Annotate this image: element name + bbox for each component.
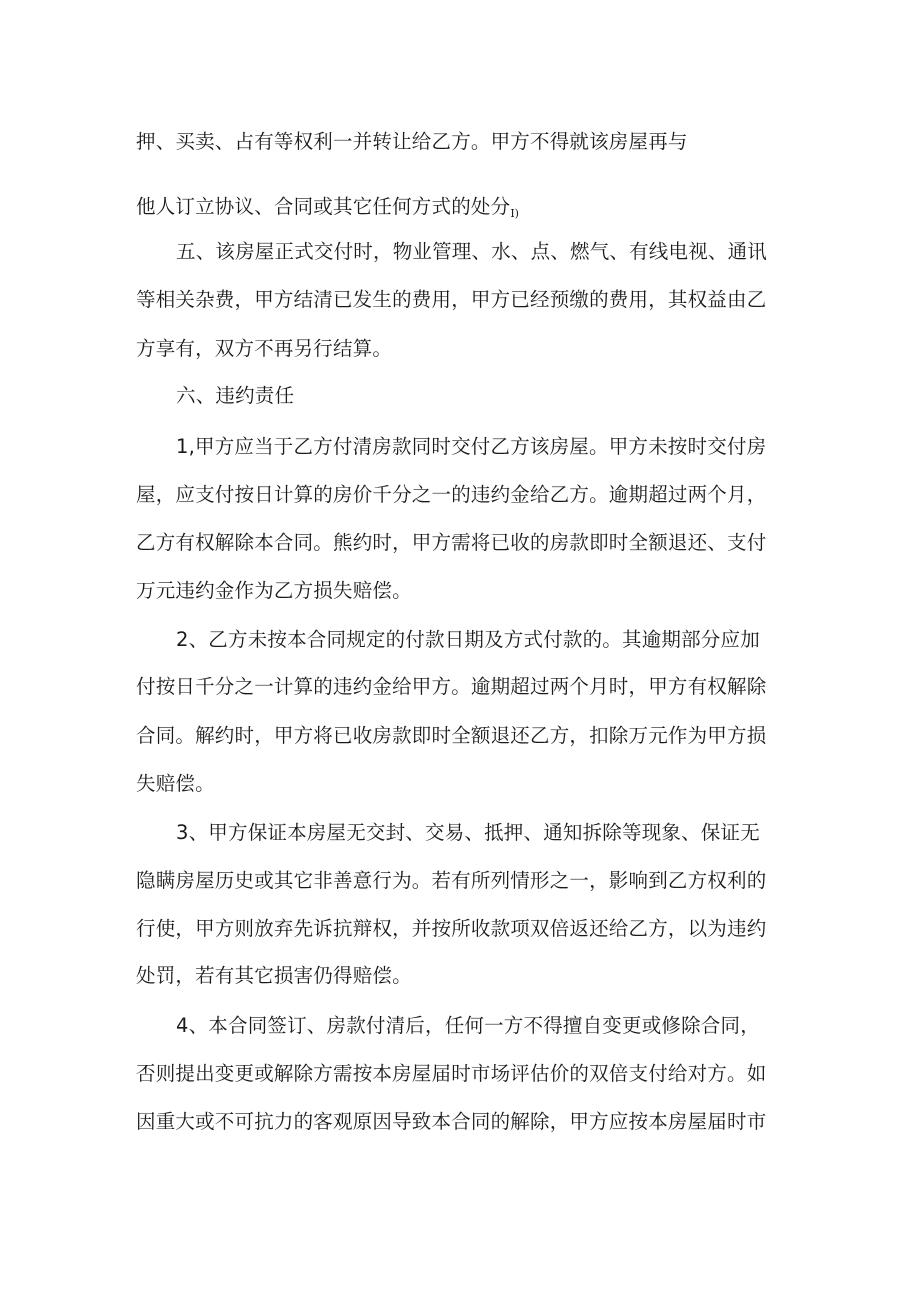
ocr-artifact: I): [510, 207, 519, 220]
section-6-heading: 六、违约责任: [176, 384, 295, 407]
clause-3-line: 3、甲方保证本房屋无交封、交易、抵押、通知拆除等现象、保证无: [176, 821, 760, 844]
clause-1-line: 万元违约金作为乙方损失赔偿。: [136, 579, 412, 602]
clause-3-line: 行使，甲方则放弃先诉抗辩权，并按所收款项双倍返还给乙方，以为违约: [136, 917, 767, 940]
clause-4-line: 4、本合同签订、房款付清后，任何一方不得擅自变更或修除合同，: [176, 1014, 760, 1037]
clause-2-line: 2、乙方未按本合同规定的付款日期及方式付款的。其逾期部分应加: [176, 628, 760, 651]
clause-1-line: 1,甲方应当于乙方付清房款同时交付乙方该房屋。甲方未按时交付房: [176, 435, 767, 458]
clause-1-line: 乙方有权解除本合同。熊约时，甲方需将已收的房款即时全额退还、支付: [136, 531, 767, 554]
section-5-line: 等相关杂费，甲方结清已发生的费用，甲方已经预缴的费用，其权益由乙: [136, 288, 767, 311]
clause-1-line: 屋，应支付按日计算的房价千分之一的违约金给乙方。逾期超过两个月，: [136, 483, 767, 506]
section-5-line: 五、该房屋正式交付时，物业管理、水、点、燃气、有线电视、通讯: [176, 240, 768, 263]
paragraph-line: 押、买卖、占有等权利一并转让给乙方。甲方不得就该房屋再与: [136, 130, 688, 153]
clause-3-line: 处罚，若有其它损害仍得赔偿。: [136, 964, 412, 987]
clause-2-line: 付按日千分之一计算的违约金给甲方。逾期超过两个月时，甲方有权解除: [136, 675, 767, 698]
clause-2-line: 合同。解约时，甲方将已收房款即时全额退还乙方，扣除万元作为甲方损: [136, 724, 767, 747]
clause-4-line: 因重大或不可抗力的客观原因导致本合同的解除，甲方应按本房屋届时市: [136, 1110, 767, 1133]
clause-3-line: 隐瞒房屋历史或其它非善意行为。若有所列情形之一，影响到乙方权利的: [136, 869, 767, 892]
clause-2-line: 失赔偿。: [136, 772, 215, 795]
clause-4-line: 否则提出变更或解除方需按本房屋届时市场评估价的双倍支付给对方。如: [136, 1062, 767, 1085]
paragraph-line: [136, 193, 796, 228]
section-5-line: 方享有，双方不再另行结算。: [136, 337, 393, 360]
paragraph-text: 他人订立协议、合同或其它任何方式的处分: [136, 195, 511, 218]
